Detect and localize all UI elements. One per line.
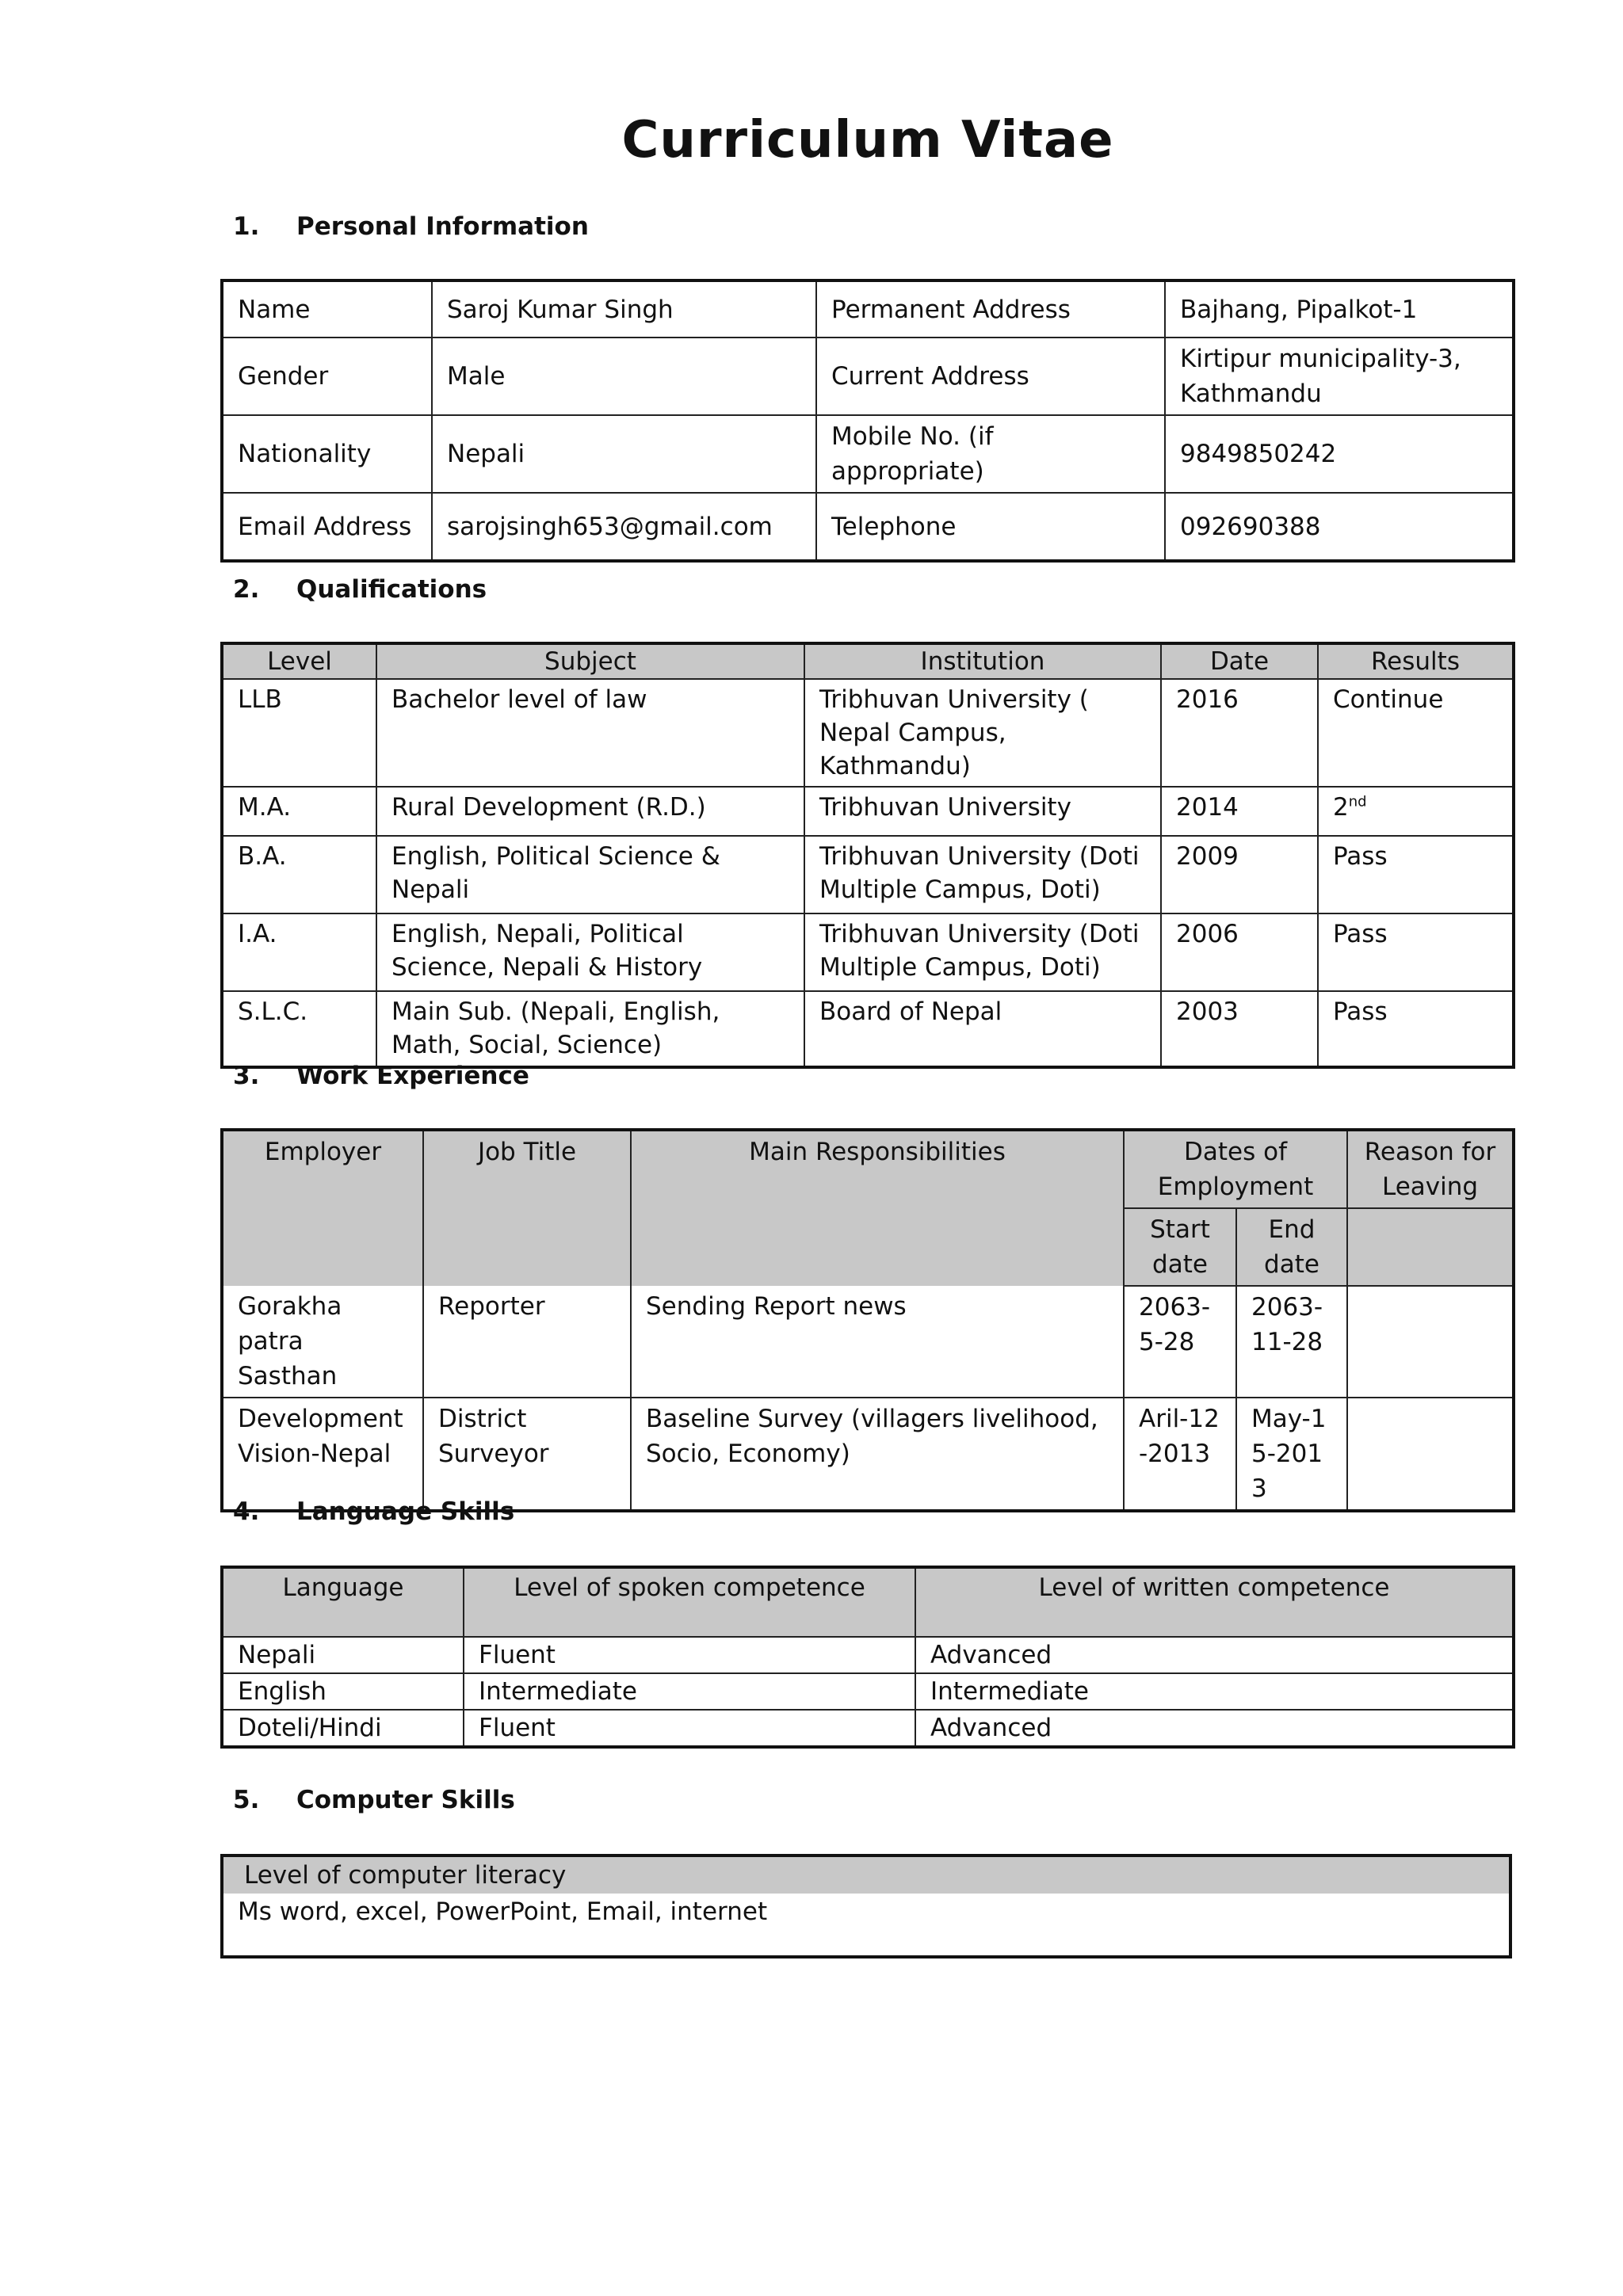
written-cell: Advanced <box>915 1710 1514 1747</box>
table-row <box>222 338 1514 415</box>
institution-cell: Tribhuvan University (Doti Multiple Campus, Doti) <box>804 913 1161 991</box>
column-header: Level of written competence <box>915 1567 1514 1637</box>
level-cell: B.A. <box>222 836 376 913</box>
column-header: Subject <box>376 643 804 679</box>
field-value: 9849850242 <box>1165 415 1514 493</box>
page-title: Curriculum Vitae <box>621 111 1114 170</box>
table-row <box>222 1710 1514 1747</box>
table-row <box>222 415 1514 493</box>
language-cell: Doteli/Hindi <box>222 1710 464 1747</box>
column-header: Results <box>1318 643 1514 679</box>
date-cell: 2006 <box>1161 913 1318 991</box>
subject-cell: Rural Development (R.D.) <box>376 787 804 836</box>
section-heading-work <box>233 1062 529 1090</box>
table-row <box>222 913 1514 991</box>
column-header: Level of computer literacy <box>222 1855 1510 1894</box>
section-heading-personal <box>233 212 589 241</box>
language-cell: English <box>222 1673 464 1710</box>
date-cell: 2016 <box>1161 679 1318 787</box>
column-header: Level of spoken competence <box>464 1567 915 1637</box>
job-title-cell: District Surveyor <box>423 1398 631 1511</box>
subject-cell: English, Political Science & Nepali <box>376 836 804 913</box>
field-label: Mobile No. (if appropriate) <box>816 415 1165 493</box>
section-number: 4. <box>233 1497 260 1526</box>
column-header-empty <box>1347 1208 1514 1286</box>
subject-cell: Main Sub. (Nepali, English, Math, Social, Science) <box>376 991 804 1067</box>
employer-cell: Gorakha patra Sasthan <box>222 1286 423 1398</box>
reason-cell <box>1347 1286 1514 1398</box>
written-cell: Intermediate <box>915 1673 1514 1710</box>
institution-cell: Tribhuvan University ( Nepal Campus, Kathmandu) <box>804 679 1161 787</box>
table-row <box>222 991 1514 1067</box>
level-cell: LLB <box>222 679 376 787</box>
table-header-row <box>222 1855 1510 1894</box>
end-date-cell: May-15-2013 <box>1236 1398 1347 1511</box>
section-title: Personal Information <box>296 212 589 241</box>
column-header: Main Responsibilities <box>631 1130 1124 1286</box>
field-value: sarojsingh653@gmail.com <box>432 493 816 561</box>
section-heading-computer <box>233 1786 515 1814</box>
section-number: 2. <box>233 575 260 604</box>
level-cell: I.A. <box>222 913 376 991</box>
result-cell: Pass <box>1318 991 1514 1067</box>
section-title: Language Skills <box>296 1497 515 1526</box>
qualifications-table <box>220 642 1515 1069</box>
column-header: Employer <box>222 1130 423 1286</box>
field-label: Nationality <box>222 415 432 493</box>
result-cell: Continue <box>1318 679 1514 787</box>
field-value: Bajhang, Pipalkot-1 <box>1165 280 1514 338</box>
institution-cell: Tribhuvan University <box>804 787 1161 836</box>
result-cell <box>1318 787 1514 836</box>
personal-info-table <box>220 279 1515 563</box>
job-title-cell: Reporter <box>423 1286 631 1398</box>
field-label: Name <box>222 280 432 338</box>
subject-cell: English, Nepali, Political Science, Nepali & History <box>376 913 804 991</box>
ordinal-suffix: nd <box>1348 793 1367 810</box>
column-header: Level <box>222 643 376 679</box>
field-value: Male <box>432 338 816 415</box>
table-header-row <box>222 1567 1514 1637</box>
table-header-row <box>222 643 1514 679</box>
language-cell: Nepali <box>222 1637 464 1673</box>
date-cell: 2003 <box>1161 991 1318 1067</box>
section-number: 5. <box>233 1786 260 1814</box>
column-header: Institution <box>804 643 1161 679</box>
field-label: Gender <box>222 338 432 415</box>
start-date-cell: Aril-12-2013 <box>1124 1398 1236 1511</box>
subject-cell: Bachelor level of law <box>376 679 804 787</box>
column-header: Reason for Leaving <box>1347 1130 1514 1208</box>
result-cell: Pass <box>1318 913 1514 991</box>
computer-literacy-value: Ms word, excel, PowerPoint, Email, internet <box>222 1894 1510 1957</box>
column-header: Language <box>222 1567 464 1637</box>
field-label: Telephone <box>816 493 1165 561</box>
column-header: Dates of Employment <box>1124 1130 1347 1208</box>
section-title: Qualifications <box>296 575 487 604</box>
column-header: End date <box>1236 1208 1347 1286</box>
table-row <box>222 493 1514 561</box>
date-cell: 2009 <box>1161 836 1318 913</box>
table-header-row <box>222 1130 1514 1208</box>
section-number: 1. <box>233 212 260 241</box>
spoken-cell: Fluent <box>464 1710 915 1747</box>
result-cell: Pass <box>1318 836 1514 913</box>
start-date-cell: 2063-5-28 <box>1124 1286 1236 1398</box>
column-header: Start date <box>1124 1208 1236 1286</box>
table-row <box>222 1286 1514 1398</box>
language-skills-table <box>220 1566 1515 1749</box>
table-row <box>222 280 1514 338</box>
field-label: Email Address <box>222 493 432 561</box>
level-cell: M.A. <box>222 787 376 836</box>
table-row <box>222 1637 1514 1673</box>
section-heading-language <box>233 1497 514 1526</box>
table-row <box>222 1894 1510 1957</box>
written-cell: Advanced <box>915 1637 1514 1673</box>
field-label: Permanent Address <box>816 280 1165 338</box>
field-label: Current Address <box>816 338 1165 415</box>
spoken-cell: Fluent <box>464 1637 915 1673</box>
section-title: Work Experience <box>296 1062 529 1090</box>
responsibility-cell: Baseline Survey (villagers livelihood, Socio, Economy) <box>631 1398 1124 1511</box>
work-experience-table <box>220 1128 1515 1512</box>
level-cell: S.L.C. <box>222 991 376 1067</box>
spoken-cell: Intermediate <box>464 1673 915 1710</box>
table-row <box>222 836 1514 913</box>
computer-skills-table <box>220 1854 1512 1958</box>
column-header: Date <box>1161 643 1318 679</box>
institution-cell: Board of Nepal <box>804 991 1161 1067</box>
table-row <box>222 679 1514 787</box>
end-date-cell: 2063-11-28 <box>1236 1286 1347 1398</box>
section-heading-qualifications <box>233 575 487 604</box>
section-title: Computer Skills <box>296 1786 515 1814</box>
date-cell: 2014 <box>1161 787 1318 836</box>
section-number: 3. <box>233 1062 260 1090</box>
result-text: 2 <box>1333 793 1349 822</box>
field-value: Nepali <box>432 415 816 493</box>
table-row <box>222 787 1514 836</box>
table-row <box>222 1398 1514 1511</box>
field-value: Saroj Kumar Singh <box>432 280 816 338</box>
institution-cell: Tribhuvan University (Doti Multiple Campus, Doti) <box>804 836 1161 913</box>
employer-cell: Development Vision-Nepal <box>222 1398 423 1511</box>
field-value: 092690388 <box>1165 493 1514 561</box>
responsibility-cell: Sending Report news <box>631 1286 1124 1398</box>
field-value: Kirtipur municipality-3, Kathmandu <box>1165 338 1514 415</box>
table-row <box>222 1673 1514 1710</box>
reason-cell <box>1347 1398 1514 1511</box>
column-header: Job Title <box>423 1130 631 1286</box>
